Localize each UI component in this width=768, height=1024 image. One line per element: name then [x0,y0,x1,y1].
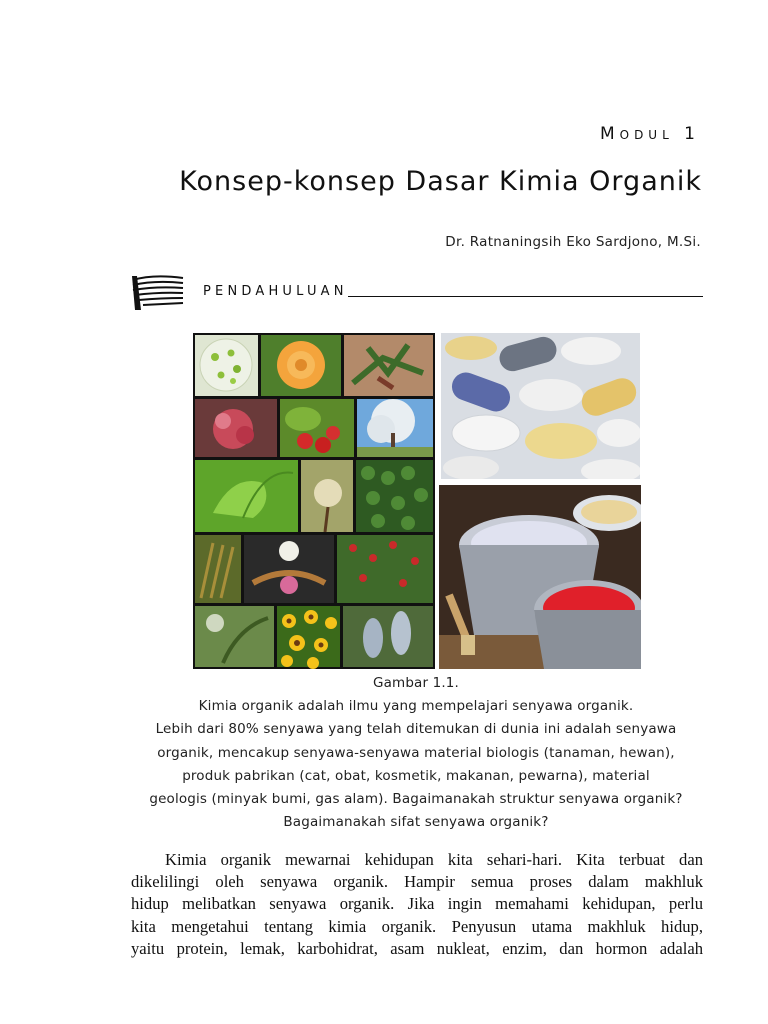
caption-line: produk pabrikan (cat, obat, kosmetik, makanan, pewarna), material [182,767,650,784]
body-line: kita mengetahui tentang kimia organik. Penyusun utama makhluk hidup, [131,916,703,936]
section-ornament-icon [131,274,185,312]
body-paragraph [131,849,703,960]
caption-line: organik, mencakup senyawa-senyawa material biologis (tanaman, hewan), [157,744,675,761]
paint-buckets-photo [439,485,641,669]
figure-collage [193,333,641,669]
section-label: PENDAHULUAN [203,284,348,299]
body-line: hidup melibatkan senyawa organik. Jika ingin memahami kehidupan, perlu [131,894,703,914]
pills-photo [441,333,640,479]
caption-line: geologis (minyak bumi, gas alam). Bagaimanakah struktur senyawa organik? [149,791,683,808]
figure-caption [128,672,704,834]
module-number: Modul 1 [599,124,700,144]
pills-image [441,333,640,479]
figure-label: Gambar 1.1. [373,675,459,691]
body-line: dikelilingi oleh senyawa organik. Hampir semua proses dalam makhluk [131,872,703,892]
caption-line: Lebih dari 80% senyawa yang telah ditemukan di dunia ini adalah senyawa [155,721,677,738]
nature-mosaic-image [193,333,435,669]
nature-photo-mosaic [193,333,435,669]
body-line: Kimia organik mewarnai kehidupan kita sehari-hari. Kita terbuat dan [165,850,703,869]
caption-line: Kimia organik adalah ilmu yang mempelajari senyawa organik. [198,698,634,715]
chapter-title: Konsep-konsep Dasar Kimia Organik [179,166,702,197]
body-line: yaitu protein, lemak, karbohidrat, asam nukleat, enzim, dan hormon adalah [131,938,703,958]
section-heading [203,284,703,299]
caption-line: Bagaimanakah sifat senyawa organik? [283,814,549,831]
section-rule [348,296,703,297]
author-name: Dr. Ratnaningsih Eko Sardjono, M.Si. [445,234,701,250]
paint-image [439,485,641,669]
